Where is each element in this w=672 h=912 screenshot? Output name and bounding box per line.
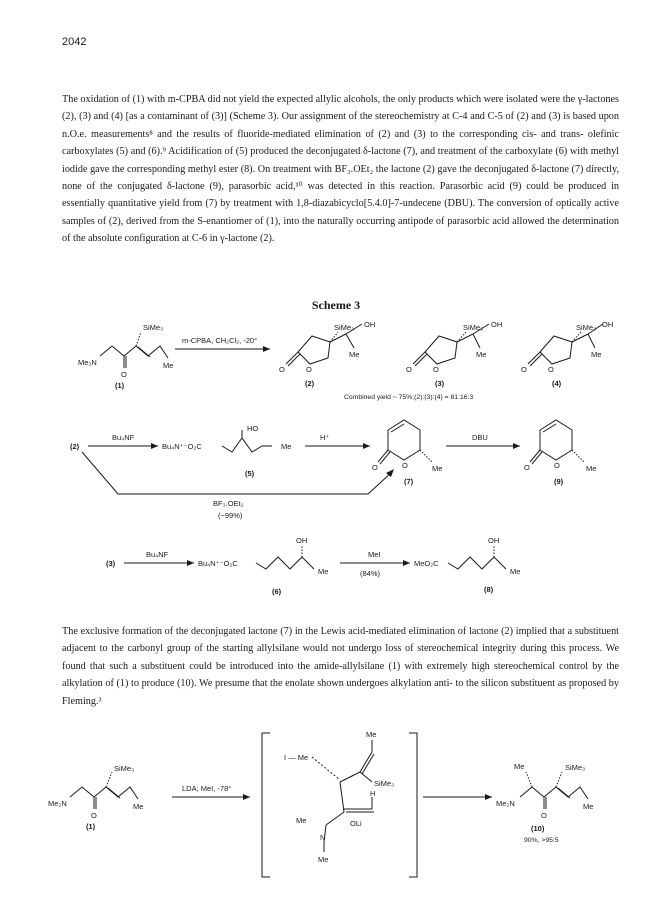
bracket-right [409,733,417,877]
p4-label: (4) [552,379,562,388]
paragraph-2: The exclusive formation of the deconjugated lactone (7) in the Lewis acid-mediated elimination of lactone (2) implied that a substituent adjacent to the carbonyl group of the starting allylsilane would not undergo loss of stereochemical integrity during this process. We found that such a substituent could be introduced into the amide-allylsilane (1) with extremely high stereochemical control by the alkylation of (1) to produce (10). We presume that the enolate shown undergoes alkylation anti- to the silicon substituent as proposed by Fleming.³ [62,626,619,707]
p3-o-ring: O [433,365,439,374]
p10-me2: Me [583,802,594,811]
p10-me: Me [514,762,525,771]
compound-9-o-exo: O [524,463,530,472]
sm-sime3-label: SiMe₃ [143,323,164,332]
label-6: (6) [272,587,282,596]
compound-9-o-ring: O [554,461,560,470]
compound-7 [378,420,432,464]
row3-start-label: (3) [106,559,116,568]
combined-yield: Combined yield ~ 75%;(2):(3):(4) = 81:16:3 [344,394,474,401]
mei-yield: (84%) [360,569,381,578]
row2-start-label: (2) [70,442,80,451]
carboxylate-5: Bu₄N⁺⁻O₂C [162,442,202,451]
s4-sm-o: O [91,811,97,820]
bracket-left [262,733,270,877]
p4-o-exo: O [521,365,527,374]
compound-8 [448,545,506,569]
reagent-mei: MeI [368,550,381,559]
sm-amide-label: Me₂N [78,358,97,367]
p2-oh: OH [364,320,376,329]
compound-7-o-ring: O [402,461,408,470]
ts-mei: I — Me [284,753,309,762]
p10-yield: 90%, >95:5 [524,837,559,844]
compound-1-again [70,772,138,809]
reagent-dbu: DBU [472,433,488,442]
label-5: (5) [245,469,255,478]
label-8: (8) [484,585,494,594]
paragraph-1: The oxidation of (1) with m-CPBA did not yield the expected allylic alcohols, the only products which were isolated were the γ-lactones (2), (3) and (4) [as a contaminant of (3)] (Scheme 3). Our assignment of the stereochemistry at C-4 and C-5 of (2) and (3) is based upon n.O.e. measurements⁸ and the results of fluoride-mediated elimination of (2) and (3) to the corresponding cis- and trans- olefinic carboxylates (5) and (6).⁹ Acidification of (5) produced the deconjugated δ-lactone (7), and treatment of the carboxylate (6) with methyl iodide gave the corresponding methyl ester (8). On treatment with BF₃.OEt₂ the lactone (2) gave the deconjugated δ-lactone (7) directly, none of the conjugated δ-lactone (9), parasorbic acid,¹⁰ was detected in this reaction. Parasorbic acid (9) could be produced in essentially quantitative yield from (7) by treatment with 1,8-diazabicyclo[5.4.0]-7-undecene (DBU). The conversion of optically active samples of (2), derived from the S-enantiomer of (1), into the naturally occurring antipode of parasorbic acid allowed the determination of the absolute configuration at C-6 in γ-lactone (2). [62,94,619,245]
ts-oli: OLi [350,819,362,828]
p2-label: (2) [305,379,315,388]
p4-me: Me [591,350,602,359]
sm-compound-label: (1) [115,381,125,390]
p2-me: Me [349,350,360,359]
ts-n-me: Me [296,816,307,825]
ts-top-me: Me [366,730,377,739]
p3-me: Me [476,350,487,359]
ester-8: MeO₂C [414,559,439,568]
page-number: 2042 [62,36,87,48]
p2-o-ring: O [306,365,312,374]
bypass-arrow [82,452,392,494]
p10-o: O [541,811,547,820]
label-9: (9) [554,477,564,486]
compound-6 [256,545,314,569]
p10-sime3: SiMe₃ [565,763,586,772]
compound-7-o-exo: O [372,463,378,472]
p3-label: (3) [435,379,445,388]
p4-sime3: SiMe₃ [576,323,597,332]
p3-o-exo: O [406,365,412,374]
p10-amide: Me₂N [496,799,515,808]
ts-h: H [370,789,376,798]
reagent-bu4nf-1: Bu₄NF [112,433,135,442]
p4-oh: OH [602,320,614,329]
bf3-yield: (~99%) [218,511,243,520]
compound-6-oh: OH [296,536,308,545]
ts-sime3: SiMe₃ [374,779,395,788]
reagent-bu4nf-2: Bu₄NF [146,550,169,559]
ts-n-me2: Me [318,855,329,864]
reagent-bf3: BF₃.OEt₂ [213,499,244,508]
p3-oh: OH [491,320,503,329]
ts-n: N [320,833,326,842]
compound-9-me: Me [586,464,597,473]
reagent-h-plus: H⁺ [320,433,330,442]
p2-o-exo: O [279,365,285,374]
compound-5-ho: HO [247,424,259,433]
p4-o-ring: O [548,365,554,374]
compound-8-me: Me [510,567,521,576]
reagent-lda-mei: LDA; MeI, -78° [182,784,232,793]
p3-sime3: SiMe₃ [463,323,484,332]
compound-7-me: Me [432,464,443,473]
reagent-mcpba: m-CPBA, CH₂Cl₂, -20° [182,336,258,345]
compound-10 [520,772,588,809]
compound-1 [100,332,168,368]
compound-9 [530,420,584,464]
compound-5-me: Me [281,442,292,451]
compound-6-me: Me [318,567,329,576]
sm-me-label: Me [163,361,174,370]
s4-sm-me: Me [133,802,144,811]
compound-8-oh: OH [488,536,500,545]
carboxylate-6: Bu₄N⁺⁻O₂C [198,559,238,568]
label-7: (7) [404,477,414,486]
s4-sm-label: (1) [86,822,96,831]
scheme-title: Scheme 3 [311,298,361,312]
compound-5 [222,430,272,452]
sm-carbonyl-o: O [121,370,127,379]
p2-sime3: SiMe₃ [334,323,355,332]
p10-label: (10) [531,824,545,833]
s4-sm-amide: Me₂N [48,799,67,808]
s4-sm-sime3: SiMe₃ [114,764,135,773]
